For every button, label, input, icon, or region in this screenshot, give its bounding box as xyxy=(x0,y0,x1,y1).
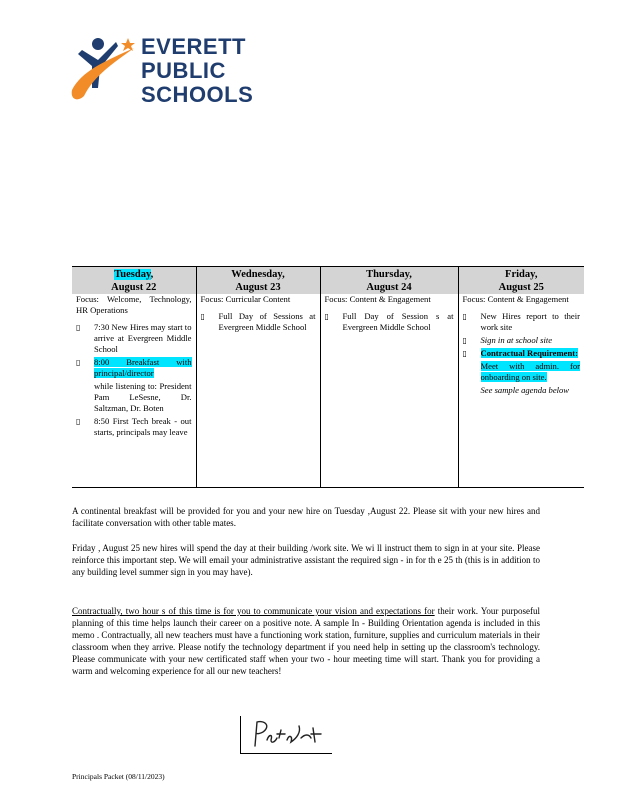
list-item: ▯ Full Day of Session s at Evergreen Middle School xyxy=(324,311,454,332)
logo-word-schools: SCHOOLS xyxy=(141,82,254,107)
breakfast-paragraph: A continental breakfast will be provided for you and your new hire on Tuesday ,August 22. Please sit with your new hires and facilitate conversation with other table mates. xyxy=(72,506,540,528)
header-friday: Friday, August 25 xyxy=(458,267,584,295)
list-item: ▯ Full Day of Sessions at Evergreen Middle School xyxy=(200,311,316,332)
logo-word-everett: EVERETT xyxy=(141,34,246,59)
list-item: See sample agenda below xyxy=(480,385,570,395)
focus-text: Focus: Curricular Content xyxy=(200,294,291,304)
list-item: ▯ New Hires report to their work site xyxy=(462,311,580,332)
day-date: August 25 xyxy=(498,281,544,293)
day-name: Thursday xyxy=(366,268,410,280)
friday-cell xyxy=(458,294,584,488)
tuesday-cell xyxy=(72,294,196,488)
focus-text: Focus: Content & Engagement xyxy=(462,294,569,304)
contractual-paragraph xyxy=(72,605,540,677)
list-item: ▯ Contractual Requirement: xyxy=(462,348,578,358)
district-logo xyxy=(68,30,258,114)
focus-text: Focus: Welcome, Technology, HR Operations xyxy=(76,294,192,315)
page-footer: Principals Packet (08/11/2023) xyxy=(72,772,165,781)
list-item: ▯ 7:30 New Hires may start to arrive at Evergreen Middle School xyxy=(76,322,192,354)
signature-line xyxy=(240,753,332,754)
signature-drawing xyxy=(241,716,331,752)
focus-text: Focus: Content & Engagement xyxy=(324,294,431,304)
list-item: ▯ Sign in at school site xyxy=(462,335,553,345)
day-date: August 22 xyxy=(111,281,157,293)
day-name: Tuesday xyxy=(114,268,151,280)
day-name: Wednesday xyxy=(231,268,283,280)
list-item: Meet with admin. for onboarding on site. xyxy=(480,361,580,382)
schedule-body-row xyxy=(72,294,584,488)
day-name: Friday xyxy=(505,268,535,280)
schedule-table xyxy=(72,266,584,488)
friday-paragraph: Friday , August 25 new hires will spend the day at their building /work site. We wi ll instruct them to sign in at your site. Please reinforce this important step. We will email your administrative assistant the required sign - in for th e 25 th (this is in addition to any building level summer sign in you may have). xyxy=(72,543,540,577)
wednesday-cell xyxy=(196,294,320,488)
list-item: while listening to: President Pam LeSesne, Dr. Saltzman, Dr. Boten xyxy=(94,381,192,413)
header-tuesday: Tuesday, August 22 xyxy=(72,267,196,295)
list-item: ▯ 8:50 First Tech break - out starts, principals may leave xyxy=(76,416,192,437)
list-item: ▯ 8:00 Breakfast with principal/director xyxy=(76,357,192,378)
contractual-lead: Contractually, two hour s of this time is for you to communicate your vision and expectations for xyxy=(72,606,435,616)
schedule-header-row xyxy=(72,267,584,295)
thursday-cell xyxy=(320,294,458,488)
contractual-rest: their work. Your purposeful planning of this time helps launch their career on a positive note. A sample In - Building Orientation agenda is included in this memo . Contractually, all new teachers must have a functioning work station, furniture, supplies and curriculum materials in their classroom when they arrive. Please notify the technology department if you need help in setting up the classroom's technology. Please communicate with your new certificated staff when your two - hour meeting time will start. Thank you for providing a warm and welcoming experience for all our new teachers! xyxy=(72,606,540,676)
header-thursday: Thursday, August 24 xyxy=(320,267,458,295)
day-date: August 24 xyxy=(366,281,412,293)
day-date: August 23 xyxy=(235,281,281,293)
logo-word-public: PUBLIC xyxy=(141,58,226,83)
signature xyxy=(240,716,333,754)
header-wednesday: Wednesday, August 23 xyxy=(196,267,320,295)
swoosh-figure-icon xyxy=(68,30,138,114)
